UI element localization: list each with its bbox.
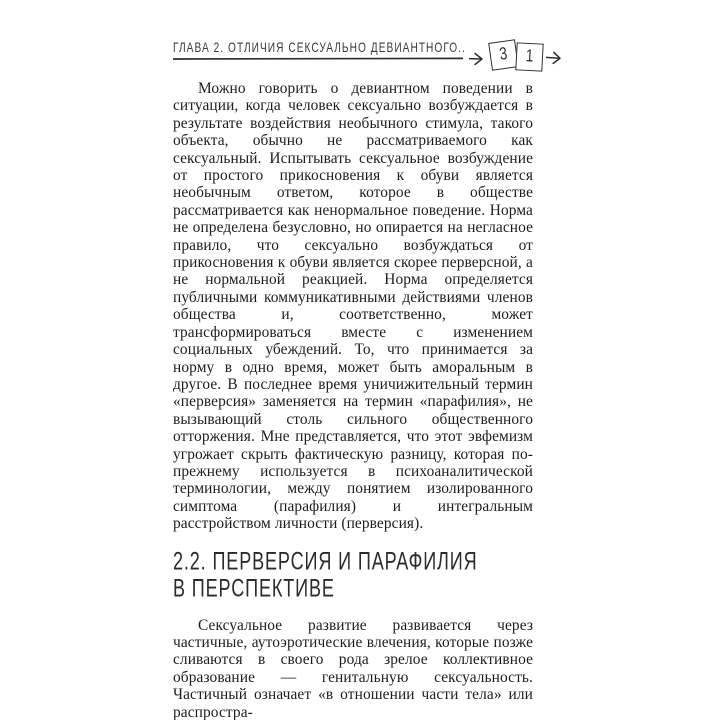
paragraph: Сексуальное развитие развивается через частичные, аутоэротические влечения, которые позже сливаются в своего рода зрелое коллективное образование — генитальную сексуальность. Частичный означает «в отношении части тела» или распростра-	[173, 616, 533, 720]
page-number-digit: 1	[525, 46, 534, 66]
page-number-digit: 3	[498, 44, 509, 65]
header-rule-arrow-icon	[173, 50, 491, 68]
arrow-right-icon	[544, 48, 565, 67]
section-heading	[173, 548, 533, 602]
section-heading-line-1: 2.2. ПЕРВЕРСИЯ И ПАРАФИЛИЯ	[173, 547, 478, 575]
page-number-box	[488, 39, 519, 70]
section-heading-line-2: В ПЕРСПЕКТИВЕ	[173, 574, 335, 602]
running-title: ГЛАВА 2. ОТЛИЧИЯ СЕКСУАЛЬНО ДЕВИАНТНОГО..	[173, 41, 466, 56]
paragraph: Можно говорить о девиантном поведении в ситуации, когда человек сексуально возбуждается в результате воздействия необычного стимула, такого объекта, обычно не рассматриваемого как сексуальный. Испытывать сексуальное возбуждение от простого прикосновения к обуви является необычным ответом, которое в обществе рассматривается как ненормальное поведение. Норма не определена безусловно, но опирается на негласное правило, что сексуально возбуждаться от прикосновения к обуви является скорее перверсной, а не нормальной реакцией. Норма определяется публичными коммуникативными действиями членов общества и, соответственно, может трансформироваться вместе с изменением социальных убеждений. То, что принимается за норму в одно время, может быть аморальным в другое. В последнее время уничижительный термин «перверсия» заменяется на термин «парафилия», не вызывающий столь сильного общественного отторжения. Мне представляется, что этот эвфемизм угрожает скрыть фактическую разницу, которая по-прежнему используется в психоаналитической терминологии, между понятием изолированного симптома (парафилия) и интегральным расстройством личности (перверсия).	[173, 80, 533, 533]
page-number-box	[515, 42, 543, 71]
text-column	[173, 80, 533, 720]
